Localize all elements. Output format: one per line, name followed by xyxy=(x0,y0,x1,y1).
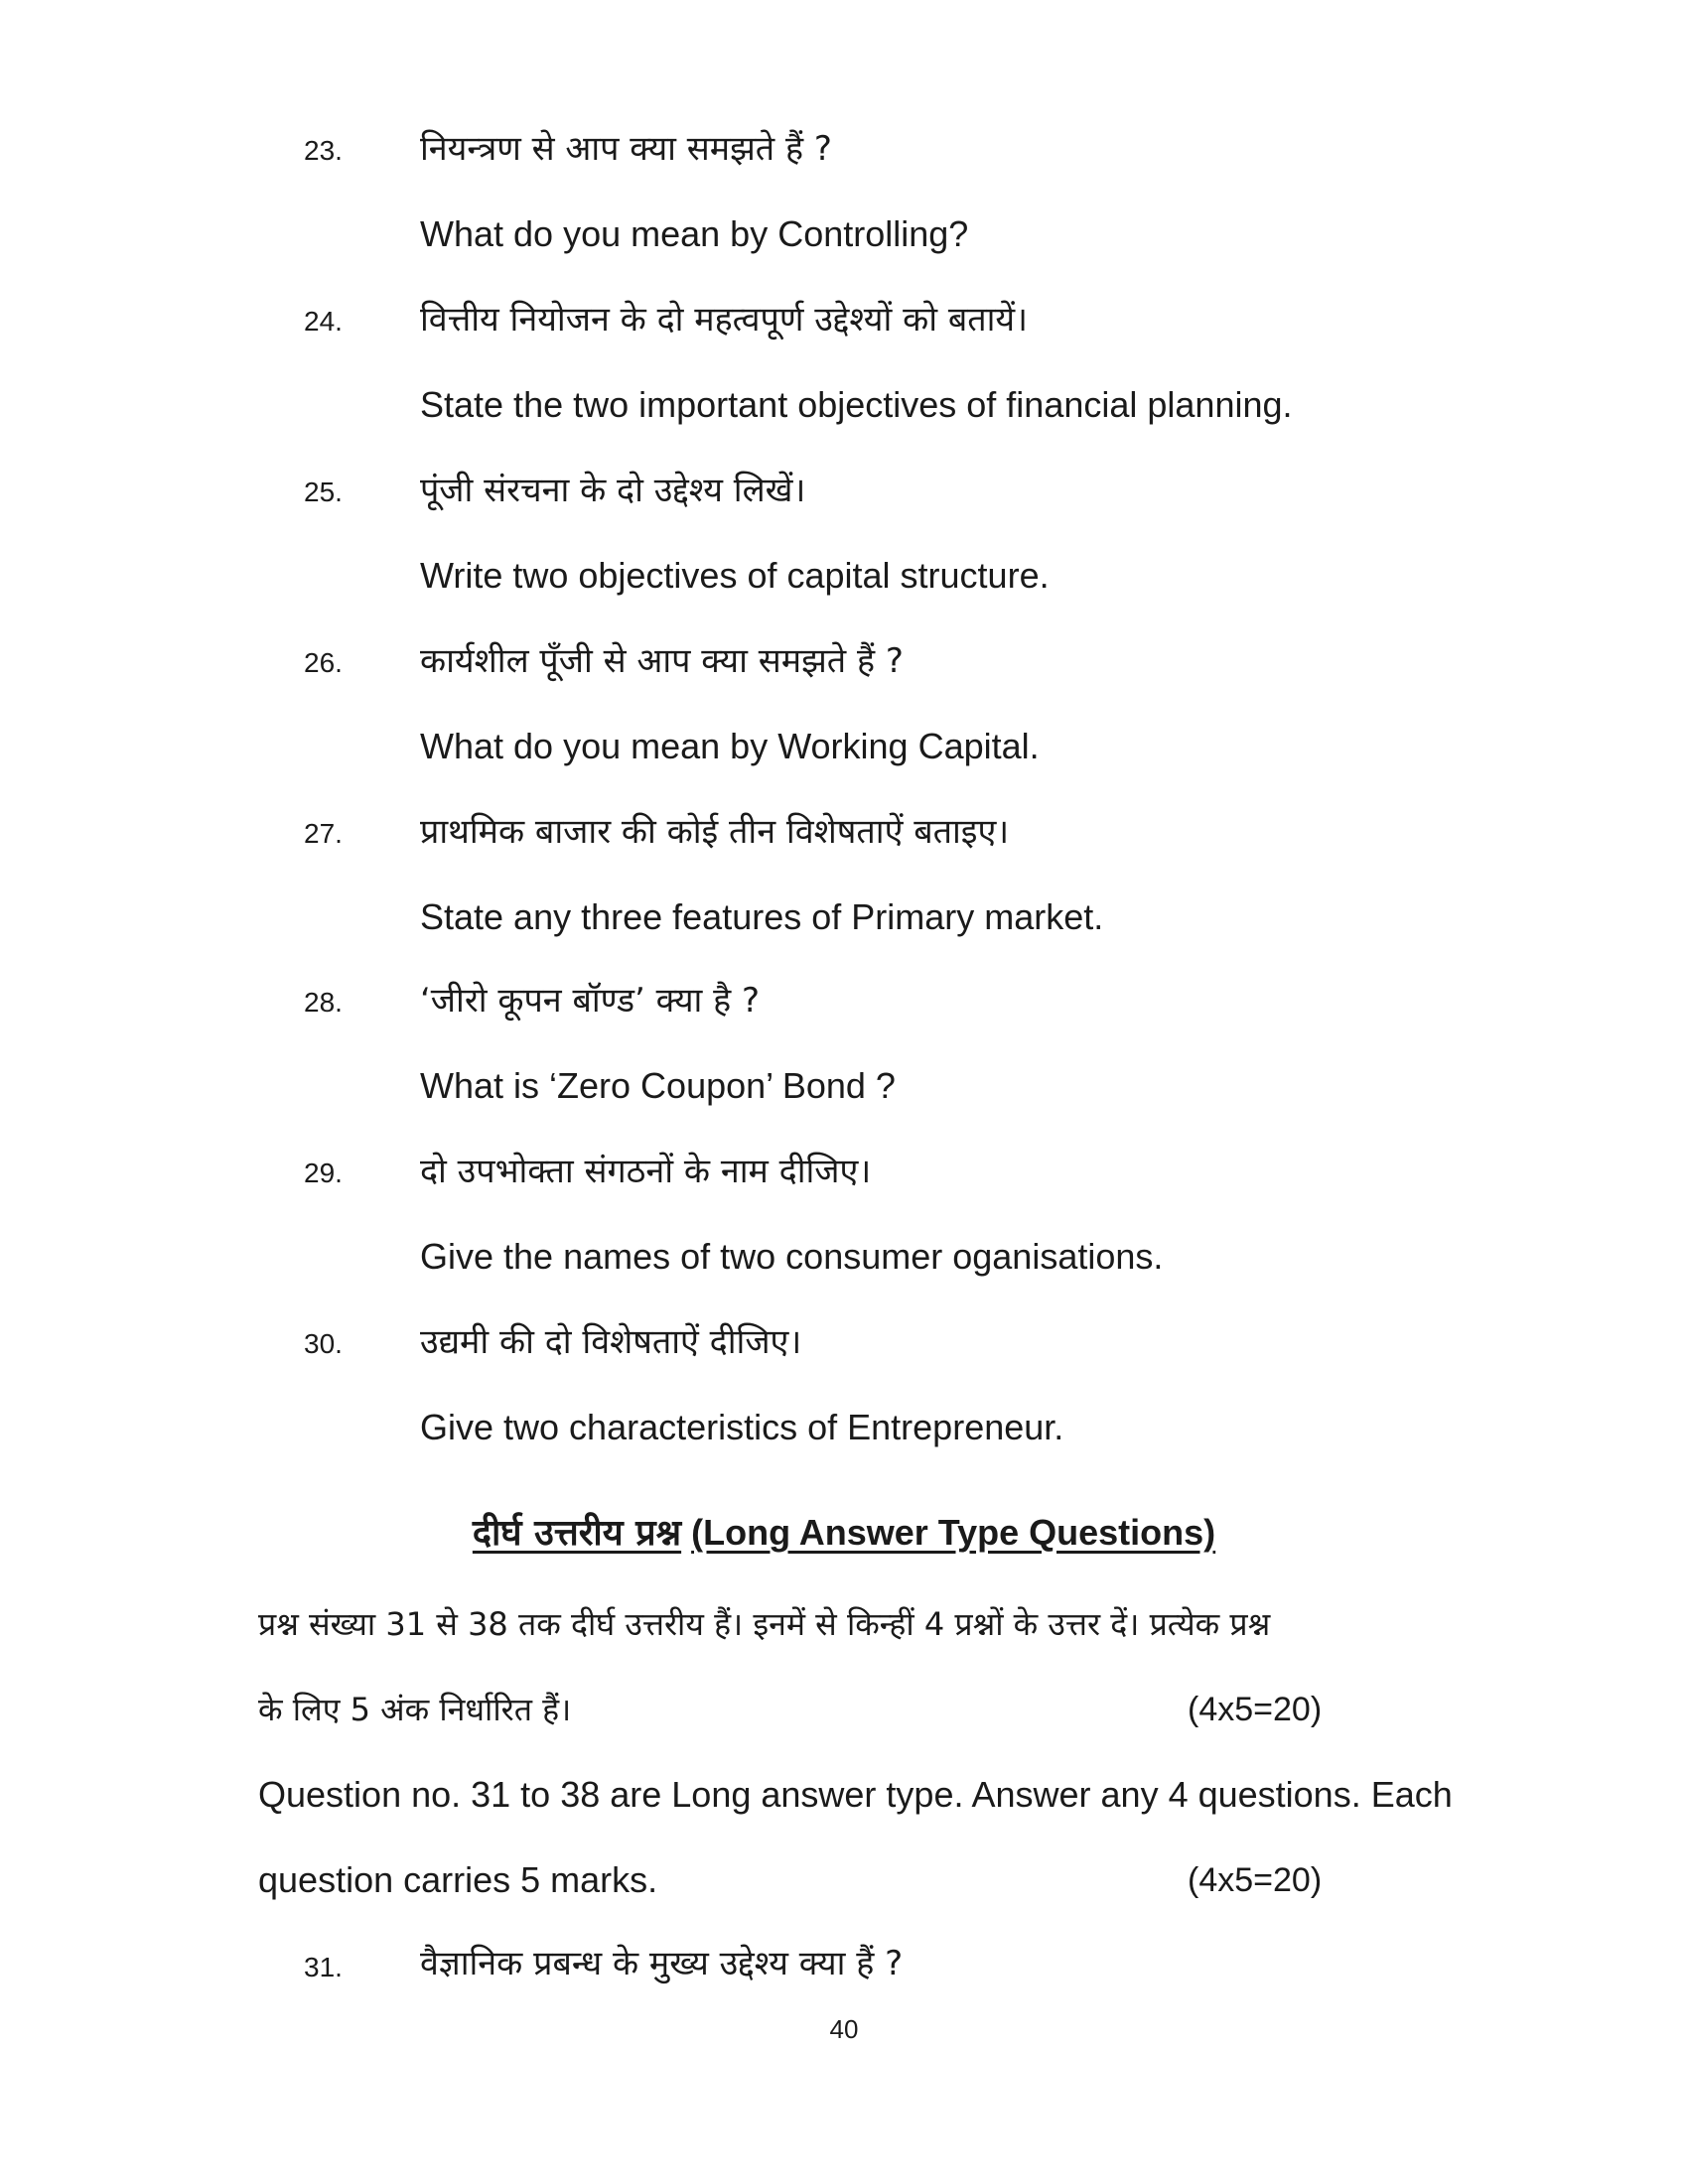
question-number: 27. xyxy=(304,818,343,849)
question-number: 24. xyxy=(304,306,343,337)
question-number: 23. xyxy=(304,135,343,166)
question-english: State the two important objectives of financial planning. xyxy=(420,384,1293,425)
question-english: State any three features of Primary market. xyxy=(420,896,1104,937)
question-number: 26. xyxy=(304,647,343,678)
question-number: 29. xyxy=(304,1158,343,1188)
question-hindi: वैज्ञानिक प्रबन्ध के मुख्य उद्देश्य क्या हैं ? xyxy=(420,1944,904,1983)
page-number: 40 xyxy=(829,2014,859,2044)
question-hindi: प्राथमिक बाजार की कोई तीन विशेषताऐं बताइए। xyxy=(420,812,1010,852)
question-number: 31. xyxy=(304,1952,343,1982)
section-heading-hindi: दीर्घ उत्तरीय प्रश्न xyxy=(472,1513,682,1554)
question-hindi: दो उपभोक्ता संगठनों के नाम दीजिए। xyxy=(420,1152,872,1191)
instructions-hindi-line1: प्रश्न संख्या 31 से 38 तक दीर्घ उत्तरीय हैं। इनमें से किन्हीं 4 प्रश्नों के उत्तर दें। प्रत्येक प्रश्न xyxy=(258,1605,1271,1643)
section-heading-english: (Long Answer Type Questions) xyxy=(691,1512,1216,1553)
question-number: 30. xyxy=(304,1328,343,1359)
marks-hindi: (4x5=20) xyxy=(1188,1691,1323,1728)
question-number: 25. xyxy=(304,477,343,507)
instructions-hindi-line2: के लिए 5 अंक निर्धारित हैं। xyxy=(258,1691,572,1728)
question-english: Give two characteristics of Entrepreneur. xyxy=(420,1407,1064,1447)
instructions-english-line2: question carries 5 marks. xyxy=(258,1859,658,1900)
marks-english: (4x5=20) xyxy=(1188,1861,1323,1899)
question-number: 28. xyxy=(304,987,343,1018)
instructions-english-line1: Question no. 31 to 38 are Long answer type. Answer any 4 questions. Each xyxy=(258,1774,1453,1815)
question-hindi: पूंजी संरचना के दो उद्देश्य लिखें। xyxy=(420,471,806,510)
question-hindi: उद्यमी की दो विशेषताऐं दीजिए। xyxy=(420,1322,802,1362)
question-hindi: कार्यशील पूँजी से आप क्या समझते हैं ? xyxy=(420,641,904,681)
question-hindi: नियन्त्रण से आप क्या समझते हैं ? xyxy=(420,129,832,169)
question-english: What is ‘Zero Coupon’ Bond ? xyxy=(420,1065,896,1106)
question-hindi: ‘जीरो कूपन बॉण्ड’ क्या है ? xyxy=(420,981,761,1021)
question-english: What do you mean by Working Capital. xyxy=(420,726,1040,766)
question-english: What do you mean by Controlling? xyxy=(420,213,969,254)
question-english: Give the names of two consumer oganisations. xyxy=(420,1236,1164,1277)
question-english: Write two objectives of capital structure. xyxy=(420,555,1050,596)
question-hindi: वित्तीय नियोजन के दो महत्वपूर्ण उद्देश्यों को बतायें। xyxy=(420,300,1029,340)
section-heading xyxy=(0,1507,1688,1560)
